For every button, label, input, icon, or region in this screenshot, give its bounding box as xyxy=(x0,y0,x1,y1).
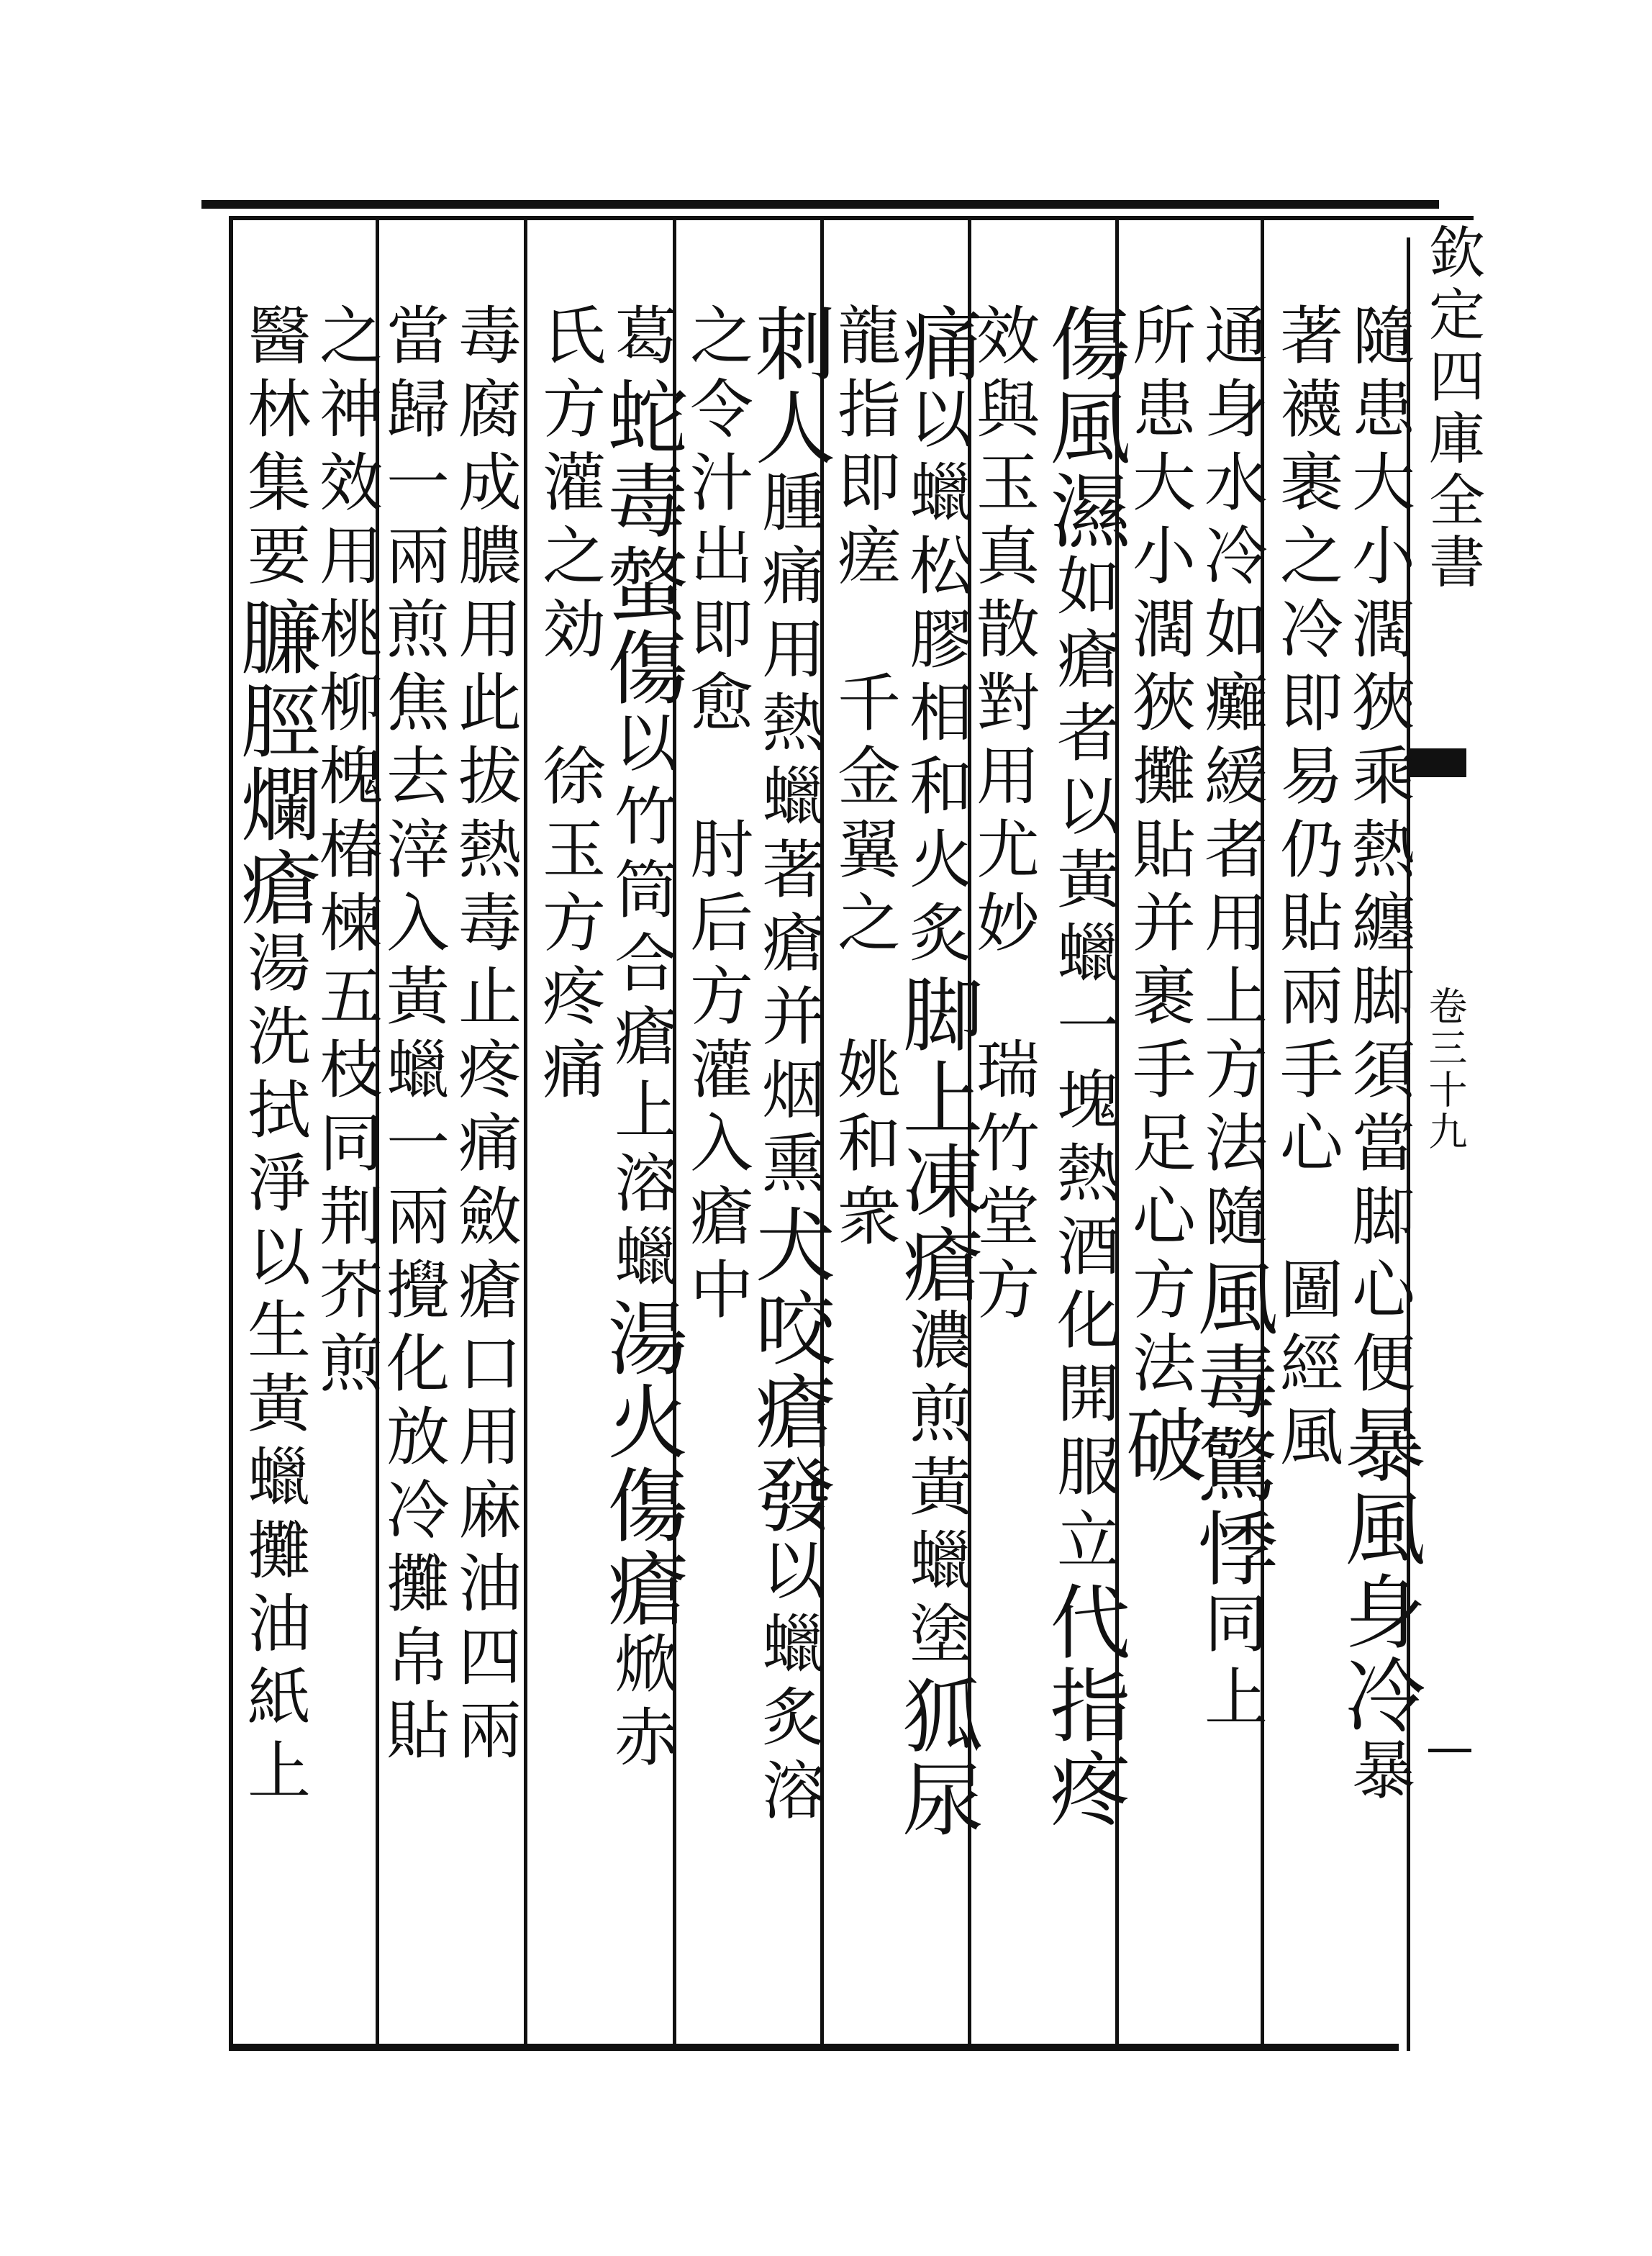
entry-text: 效與玉真散對用尤妙 瑞竹堂方 xyxy=(966,302,1040,1330)
entry-heading: 暴風身冷 xyxy=(1332,1403,1425,1737)
entry-heading: 痛 xyxy=(889,302,983,386)
entry-text: 之令汁出即愈 肘后方 xyxy=(680,302,754,1036)
text-column xyxy=(1332,302,1425,1811)
entry-text: 著襪裹之冷即易仍貼兩手心 圖經 xyxy=(1270,302,1344,1403)
entry-text: 所患大小濶狹攤貼并裹手足心 xyxy=(1122,302,1197,1256)
entry-text: 灌入瘡中 xyxy=(680,1036,754,1330)
entry-heading: 刺人 xyxy=(742,302,835,469)
entry-text: 焮赤 xyxy=(604,1631,678,1777)
text-column xyxy=(376,302,450,1770)
entry-text: 湯洗拭淨以生黃蠟攤油紙上 xyxy=(237,930,312,1811)
entry-heading: 破 xyxy=(1112,1403,1206,1487)
entry-heading: 湯火傷瘡 xyxy=(594,1297,688,1631)
entry-text: 以竹筒合瘡上溶蠟 xyxy=(604,710,678,1297)
top-border xyxy=(201,200,1439,209)
entry-heading: 傷風濕 xyxy=(1037,302,1130,553)
entry-heading: 狐尿 xyxy=(889,1674,983,1841)
text-column xyxy=(1112,302,1206,1487)
column-divider xyxy=(524,216,527,2049)
margin-volume: 卷三十九 xyxy=(1422,986,1468,1153)
entry-heading: 脚上凍瘡 xyxy=(889,973,983,1307)
entry-heading: 臁脛爛瘡 xyxy=(227,596,321,930)
entry-text: 風 xyxy=(1270,1403,1344,1477)
text-column xyxy=(742,302,835,1831)
text-column xyxy=(824,302,904,1256)
entry-text: 通身水冷如癱緩者用上方法隨 xyxy=(1194,302,1268,1256)
text-column xyxy=(594,302,688,1777)
margin-tick xyxy=(1428,1749,1471,1752)
entry-text: 醫林集要 xyxy=(237,302,312,596)
text-column xyxy=(448,302,522,1770)
text-column xyxy=(529,302,609,1110)
entry-text: 用桃柳槐椿楝五枝同荆芥煎 xyxy=(309,522,384,1403)
text-column xyxy=(1037,302,1130,1831)
entry-text: 以蠟松膠相和火炙 xyxy=(899,386,974,973)
text-column xyxy=(1266,302,1347,1477)
entry-text: 之 姚和衆 xyxy=(827,889,902,1256)
entry-text: 暴 xyxy=(1342,1737,1416,1811)
text-column xyxy=(676,302,757,1330)
entry-text: 腫痛用熱蠟著瘡并烟熏 xyxy=(752,469,826,1203)
entry-heading: 代指疼 xyxy=(1037,1580,1130,1831)
entry-text: 如瘡者以黃蠟一塊熱酒化開服立 xyxy=(1047,553,1121,1580)
entry-heading: 風毒驚悸 xyxy=(1184,1256,1278,1590)
entry-text: 疼痛 xyxy=(532,963,607,1110)
entry-text: 氏方 xyxy=(532,302,607,449)
entry-text: 之神效 xyxy=(309,302,384,522)
entry-text: 方法 xyxy=(1122,1256,1197,1403)
text-column xyxy=(227,302,321,1811)
text-column xyxy=(1184,302,1278,1737)
text-column xyxy=(889,302,983,1841)
entry-text: 葛 xyxy=(604,302,678,376)
entry-text: 隨患大小濶狹乘熱纏脚須當脚心便 xyxy=(1342,302,1416,1403)
entry-text: 毒腐成膿用此拔熱毒止疼痛斂瘡口用麻油四兩 xyxy=(448,302,522,1770)
entry-text: 同上 xyxy=(1194,1590,1268,1737)
entry-text: 龍指即瘥 千金翼 xyxy=(827,302,902,889)
entry-text: 當歸一兩煎焦去滓入黃蠟一兩攪化放冷攤帛貼 xyxy=(376,302,450,1770)
entry-heading: 犬咬瘡發 xyxy=(742,1203,835,1537)
entry-text: 濃煎黃蠟塗 xyxy=(899,1307,974,1674)
margin-title: 欽定四庫全書 xyxy=(1420,223,1484,594)
entry-text: 灌之効 徐玉方 xyxy=(532,449,607,963)
entry-text: 以蠟炙溶 xyxy=(752,1537,826,1831)
entry-heading: 蛇毒螫傷 xyxy=(594,376,688,710)
